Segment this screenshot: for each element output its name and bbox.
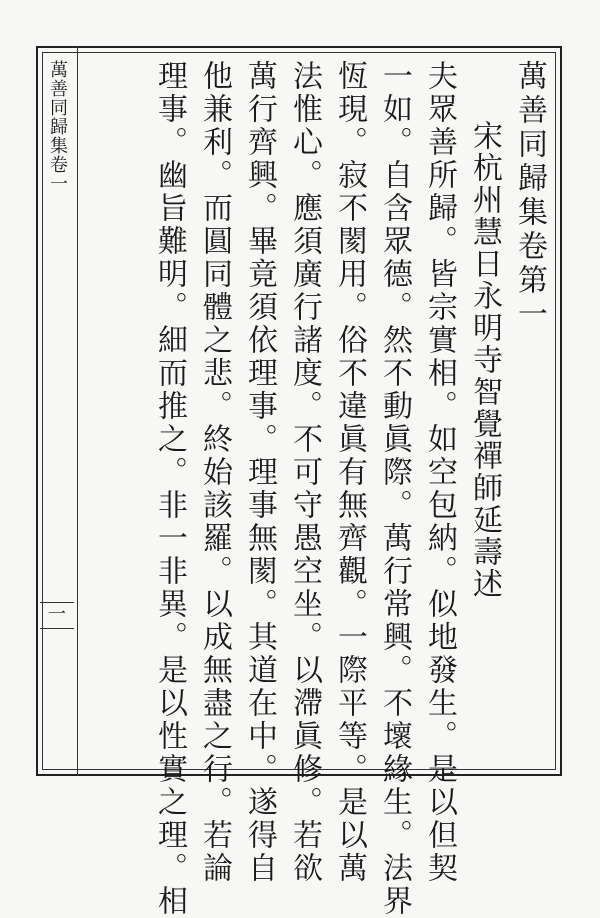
margin-rule-bottom — [40, 628, 74, 629]
text-column: 萬行齊興。畢竟須依理事。理事無閡。其道在中。遂得自 — [242, 60, 277, 885]
text-column: 一如。自含眾德。然不動眞際。萬行常興。不壞緣生。法界 — [377, 60, 412, 918]
text-column: 夫眾善所歸。皆宗實相。如空包納。似地發生。是以但契 — [422, 60, 457, 885]
text-column: 恆現。寂不閡用。俗不違眞有無齊觀。一際平等。是以萬 — [332, 60, 367, 885]
text-column: 法惟心。應須廣行諸度。不可守愚空坐。以滯眞修。若欲 — [287, 60, 322, 885]
text-column: 他兼利。而圓同體之悲。終始該羅。以成無盡之行。若論 — [197, 60, 232, 885]
page-number: 一 — [48, 604, 66, 625]
main-text — [82, 60, 552, 918]
margin-rule-top — [40, 602, 74, 603]
author-line: 宋杭州慧日永明寺智覺禪師延壽述 — [467, 120, 502, 600]
text-column: 理事。幽旨難明。細而推之。非一非異。是以性實之理。相 — [152, 60, 187, 918]
volume-title: 萬善同歸集卷第一 — [512, 60, 547, 332]
margin-book-title: 萬善同歸集卷一 — [47, 60, 68, 193]
